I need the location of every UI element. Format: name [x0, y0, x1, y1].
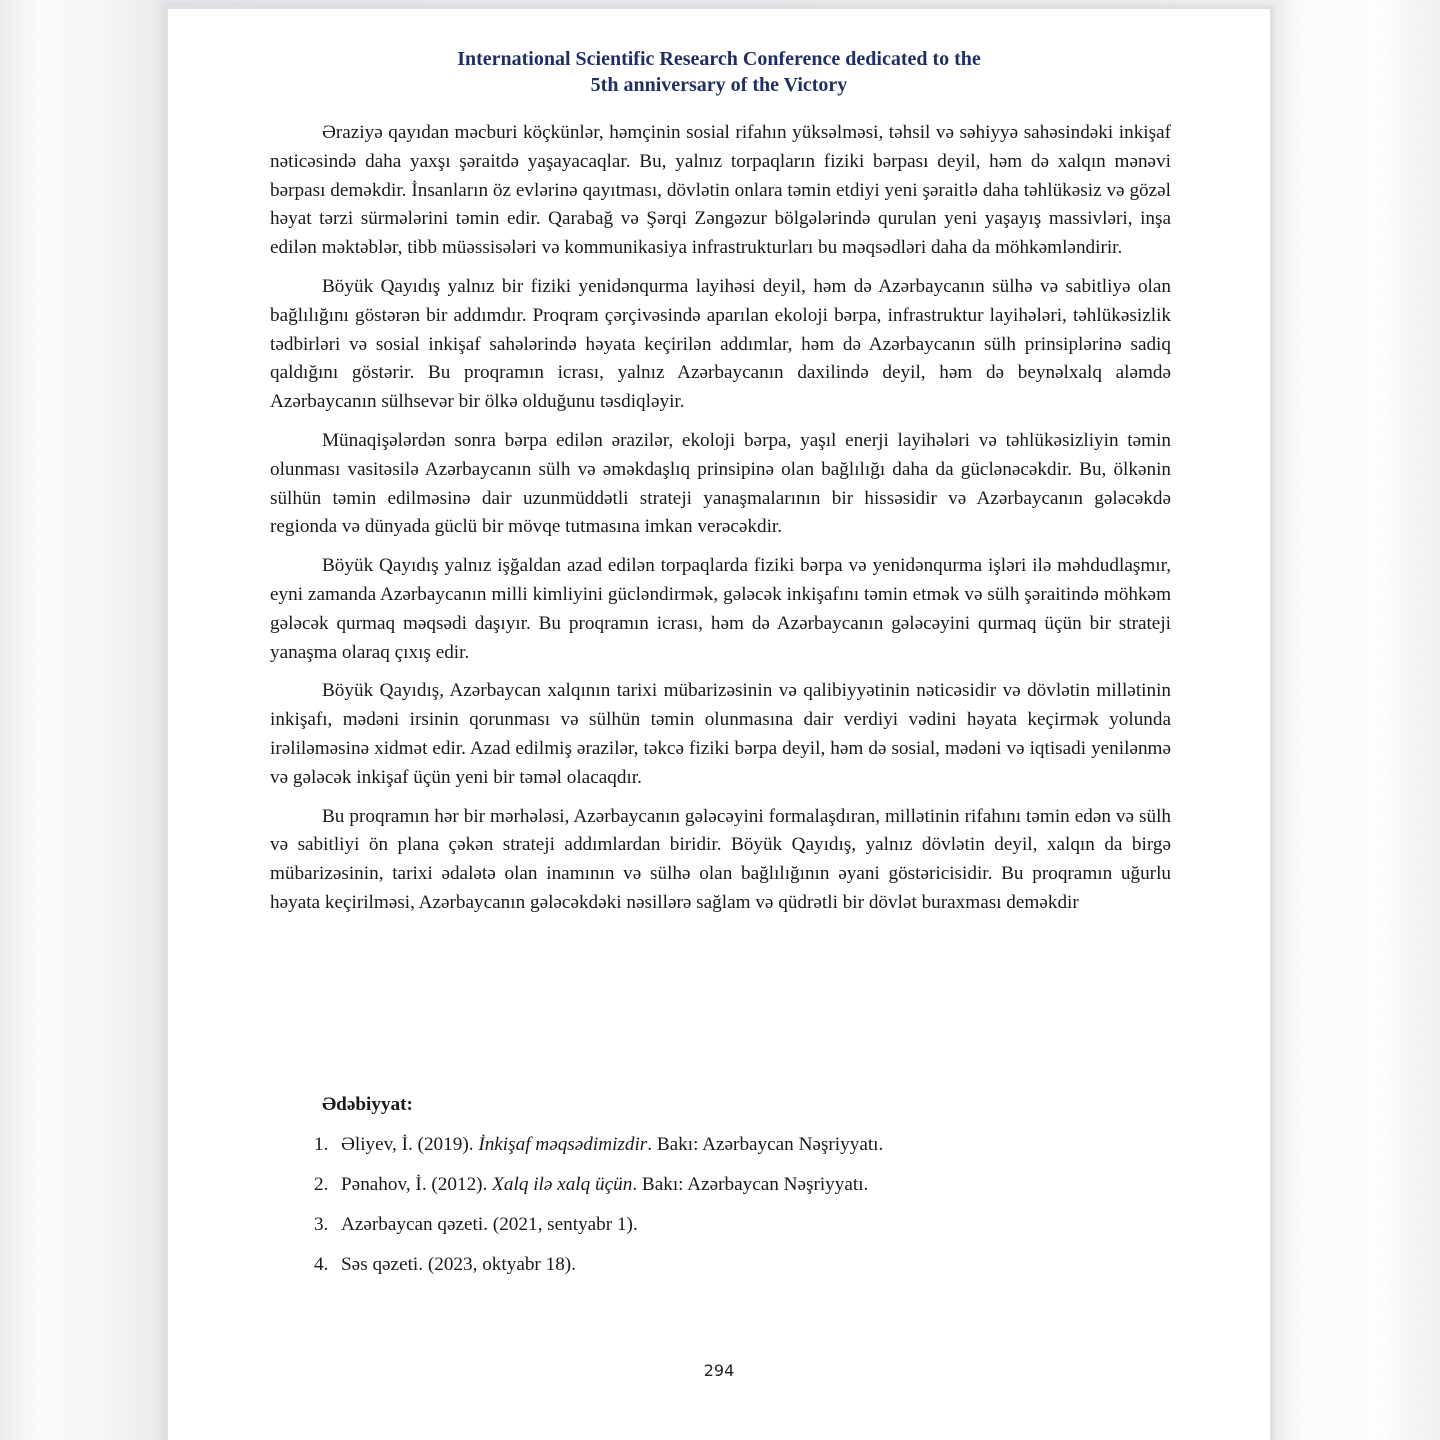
paragraph: Münaqişələrdən sonra bərpa edilən ərazilər, ekoloji bərpa, yaşıl enerji layihələri və təhlükəsizliyin təmin olunması vasitəsilə Azərbaycanın sülh və əməkdaşlıq prinsipinə olan bağlılığı daha da güclənəcəkdir. Bu, ölkənin sülhün təmin edilməsinə dair uzunmüddətli strateji yanaşmalarının bir hissəsidir və Azərbaycanın gələcəkdə regionda və dünyada güclü bir mövqe tutmasına imkan verəcəkdir. [270, 429, 1171, 538]
reference-title: Xalq ilə xalq üçün [492, 1174, 633, 1195]
header-line-1: International Scientific Research Conference dedicated to the [457, 48, 981, 70]
reference-item [314, 1211, 883, 1239]
reference-title: İnkişaf məqsədimizdir [478, 1134, 648, 1155]
page-number: 294 [703, 1361, 735, 1380]
references-title: Ədəbiyyat: [322, 1094, 413, 1115]
reference-number: 2. [314, 1174, 329, 1195]
reference-number: 4. [314, 1254, 329, 1275]
paragraph: Böyük Qayıdış yalnız bir fiziki yenidənqurma layihəsi deyil, həm də Azərbaycanın sülhə və sabitliyə olan bağlılığını göstərən bir addımdır. Proqram çərçivəsində aparılan ekoloji bərpa, infrastruktur layihələri, təhlükəsizlik tədbirləri və sosial inkişaf sahələrində həyata keçirilən addımlar, həm də Azərbaycanın sülh prinsiplərinə sadiq qaldığını göstərir. Bu proqramın icrası, yalnız Azərbaycanın daxilində deyil, həm də beynəlxalq aləmdə Azərbaycanın sülhsevər bir ölkə olduğunu təsdiqləyir. [270, 275, 1171, 413]
reference-publisher: . Bakı: Azərbaycan Nəşriyyatı. [647, 1134, 884, 1155]
article-body [270, 119, 1171, 928]
header-line-2: 5th anniversary of the Victory [590, 74, 848, 96]
reference-number: 3. [314, 1214, 329, 1235]
reference-item [314, 1171, 883, 1199]
conference-header [168, 46, 1270, 98]
reference-publisher: . Bakı: Azərbaycan Nəşriyyatı. [632, 1174, 869, 1195]
reference-text: Səs qəzeti. (2023, oktyabr 18). [341, 1254, 576, 1275]
paragraph: Əraziyə qayıdan məcburi köçkünlər, həmçinin sosial rifahın yüksəlməsi, təhsil və səhiyyə sahəsindəki inkişaf nəticəsində daha yaxşı şəraitdə yaşayacaqlar. Bu, yalnız torpaqların fiziki bərpası deyil, həm də xalqın mənəvi bərpası deməkdir. İnsanların öz evlərinə qayıtması, dövlətin onlara təmin etdiyi yeni şəraitlə daha təhlükəsiz və gözəl həyat tərzi sürmələrini təmin edir. Qarabağ və Şərqi Zəngəzur bölgələrində qurulan yeni yaşayış massivləri, inşa edilən məktəblər, tibb müəssisələri və kommunikasiya infrastrukturları bu məqsədləri daha da möhkəmləndirir. [270, 122, 1171, 259]
reference-item [314, 1251, 883, 1279]
paragraph: Bu proqramın hər bir mərhələsi, Azərbaycanın gələcəyini formalaşdıran, millətinin rifahını təmin edən və sülh və sabitliyi ön plana çəkən strateji addımlardan biridir. Böyük Qayıdış, yalnız dövlətin deyil, xalqın da birgə mübarizəsinin, tarixi ədalətə olan inamının və sülhə olan bağlılığının əyani göstəricisidir. Bu proqramın uğurlu həyata keçirilməsi, Azərbaycanın gələcəkdəki nəsillərə sağlam və qüdrətli bir dövlət buraxması deməkdir [270, 805, 1171, 913]
reference-number: 1. [314, 1134, 329, 1155]
reference-author: Pənahov, İ. (2012). [341, 1174, 493, 1195]
reference-author: Əliyev, İ. (2019). [341, 1134, 479, 1155]
reference-text: Azərbaycan qəzeti. (2021, sentyabr 1). [341, 1214, 638, 1235]
reference-item [314, 1131, 883, 1159]
references-list [314, 1131, 883, 1279]
references-section [314, 1091, 889, 1291]
paragraph: Böyük Qayıdış, Azərbaycan xalqının tarixi mübarizəsinin və qalibiyyətinin nəticəsidir və dövlətin millətinin inkişafı, mədəni irsinin qorunması və sülhün təmin olunmasına dair verdiyi vədini həyata keçirmək yolunda irəliləməsinə xidmət edir. Azad edilmiş ərazilər, təkcə fiziki bərpa deyil, həm də sosial, mədəni və iqtisadi yenilənmə və gələcək inkişaf üçün yeni bir təməl olacaqdır. [270, 680, 1171, 788]
paragraph: Böyük Qayıdış yalnız işğaldan azad edilən torpaqlarda fiziki bərpa və yenidənqurma işləri ilə məhdudlaşmır, eyni zamanda Azərbaycanın milli kimliyini gücləndirmək, gələcək inkişafını təmin etmək və sülh şəraitində möhkəm gələcək qurmaq məqsədi daşıyır. Bu proqramın icrası, həm də Azərbaycanın gələcəyini qurmaq üçün bir strateji yanaşma olaraq çıxış edir. [270, 555, 1171, 663]
document-page [165, 6, 1273, 1440]
